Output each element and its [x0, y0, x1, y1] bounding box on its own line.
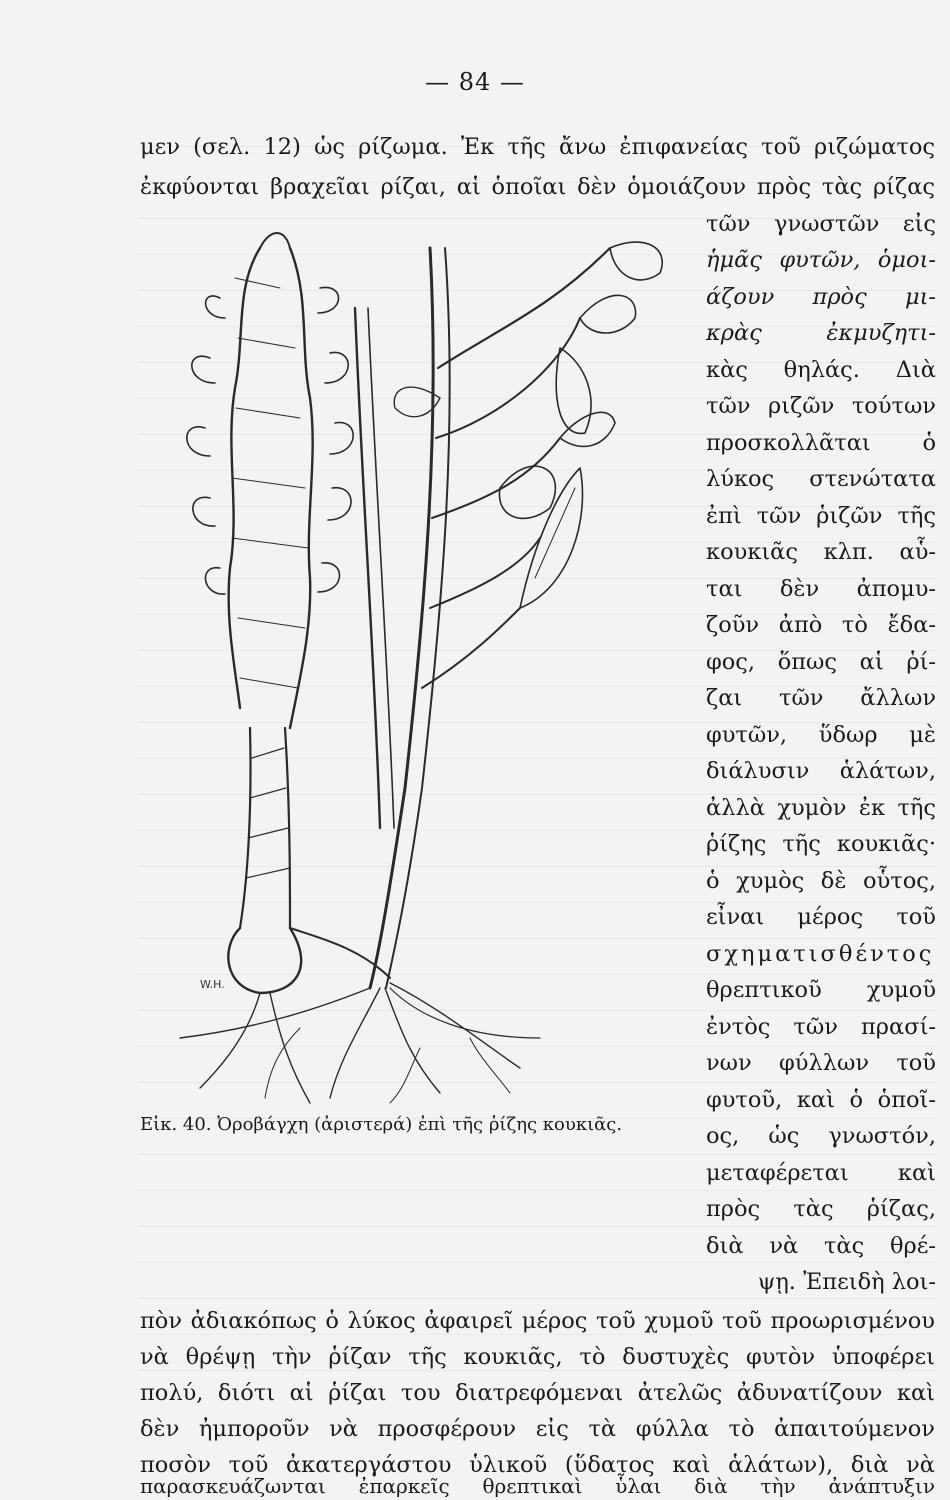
column-line: κὰς θηλάς. Διὰ: [706, 357, 936, 383]
column-line: εἶναι μέρος τοῦ: [706, 904, 936, 930]
column-line: ἡμᾶς φυτῶν, ὁμοι-: [706, 247, 936, 273]
text-line: ἐκφύονται βραχεῖαι ρίζαι, αἱ ὁποῖαι δὲν ὁμοιάζουν πρὸς τὰς ρίζας: [140, 174, 935, 200]
column-line: νων φύλλων τοῦ: [706, 1050, 936, 1076]
column-line: ζοῦν ἀπὸ τὸ ἔδα-: [706, 612, 936, 638]
text-line: μεν (σελ. 12) ὡς ρίζωμα. Ἐκ τῆς ἄνω ἐπιφανείας τοῦ ριζώματος: [140, 134, 935, 160]
column-line: ἐπὶ τῶν ῥιζῶν τῆς: [706, 503, 936, 529]
column-line: ζαι τῶν ἄλλων: [706, 685, 936, 711]
page-number: — 84 —: [425, 68, 525, 96]
column-line: θρεπτικοῦ χυμοῦ: [706, 977, 936, 1003]
text-line: πολύ, διότι αἱ ῥίζαι του διατρεφόμεναι ἀτελῶς ἀδυνατίζουν καὶ: [140, 1380, 935, 1406]
column-line: πρὸς τὰς ῥίζας,: [706, 1196, 936, 1222]
column-line: προσκολλᾶται ὁ: [706, 430, 936, 456]
column-line: ῥίζης τῆς κουκιᾶς·: [706, 831, 936, 857]
text-line: νὰ θρέψῃ τὴν ῥίζαν τῆς κουκιᾶς, τὸ δυστυχὲς φυτὸν ὑποφέρει: [140, 1344, 935, 1370]
column-line: φος, ὅπως αἱ ῥί-: [706, 649, 936, 675]
text-line: δὲν ἠμποροῦν νὰ προσφέρουν εἰς τὰ φύλλα τὸ ἀπαιτούμενον: [140, 1416, 935, 1442]
column-line: σχηματισθέντος: [706, 941, 935, 967]
column-line: ψῃ. Ἐπειδὴ λοι-: [757, 1269, 936, 1295]
column-line: ἐντὸς τῶν πρασί-: [706, 1014, 936, 1040]
column-line: μεταφέρεται καὶ: [706, 1160, 936, 1186]
column-line: ται δὲν ἀπομυ-: [706, 576, 936, 602]
column-line: ἀλλὰ χυμὸν ἐκ τῆς: [706, 795, 936, 821]
column-line: φυτοῦ, καὶ ὁ ὁποῖ-: [706, 1087, 936, 1113]
column-line: ος, ὡς γνωστόν,: [706, 1123, 936, 1149]
column-line: φυτῶν, ὕδωρ μὲ: [706, 722, 936, 748]
column-line: τῶν γνωστῶν εἰς: [706, 211, 936, 237]
column-line: κουκιᾶς κλπ. αὗ-: [706, 539, 936, 565]
column-line: τῶν ριζῶν τούτων: [706, 393, 936, 419]
column-line: λύκος στενώτατα: [706, 466, 936, 492]
illustrator-signature: W.H.: [200, 978, 225, 991]
figure-caption: Εἰκ. 40. Ὀροβάγχη (ἀριστερά) ἐπὶ τῆς ῥίζης κουκιᾶς.: [140, 1114, 623, 1135]
text-line: ποσὸν τοῦ ἀκατεργάστου ὑλικοῦ (ὕδατος καὶ ἁλάτων), διὰ νὰ: [140, 1452, 935, 1478]
text-line: παρασκευάζωνται ἐπαρκεῖς θρεπτικαὶ ὗλαι διὰ τὴν ἀνάπτυξιν: [140, 1474, 935, 1498]
column-line: κρὰς ἐκμυζητι-: [706, 320, 936, 346]
column-line: άζουν πρὸς μι-: [706, 284, 936, 310]
broomrape-illustration: [140, 188, 700, 1108]
column-line: ὁ χυμὸς δὲ οὗτος,: [706, 868, 936, 894]
column-line: διάλυσιν ἁλάτων,: [706, 758, 936, 784]
column-line: διὰ νὰ τὰς θρέ-: [706, 1233, 936, 1259]
text-line: πὸν ἀδιακόπως ὁ λύκος ἀφαιρεῖ μέρος τοῦ χυμοῦ τοῦ προωρισμένου: [140, 1308, 935, 1334]
